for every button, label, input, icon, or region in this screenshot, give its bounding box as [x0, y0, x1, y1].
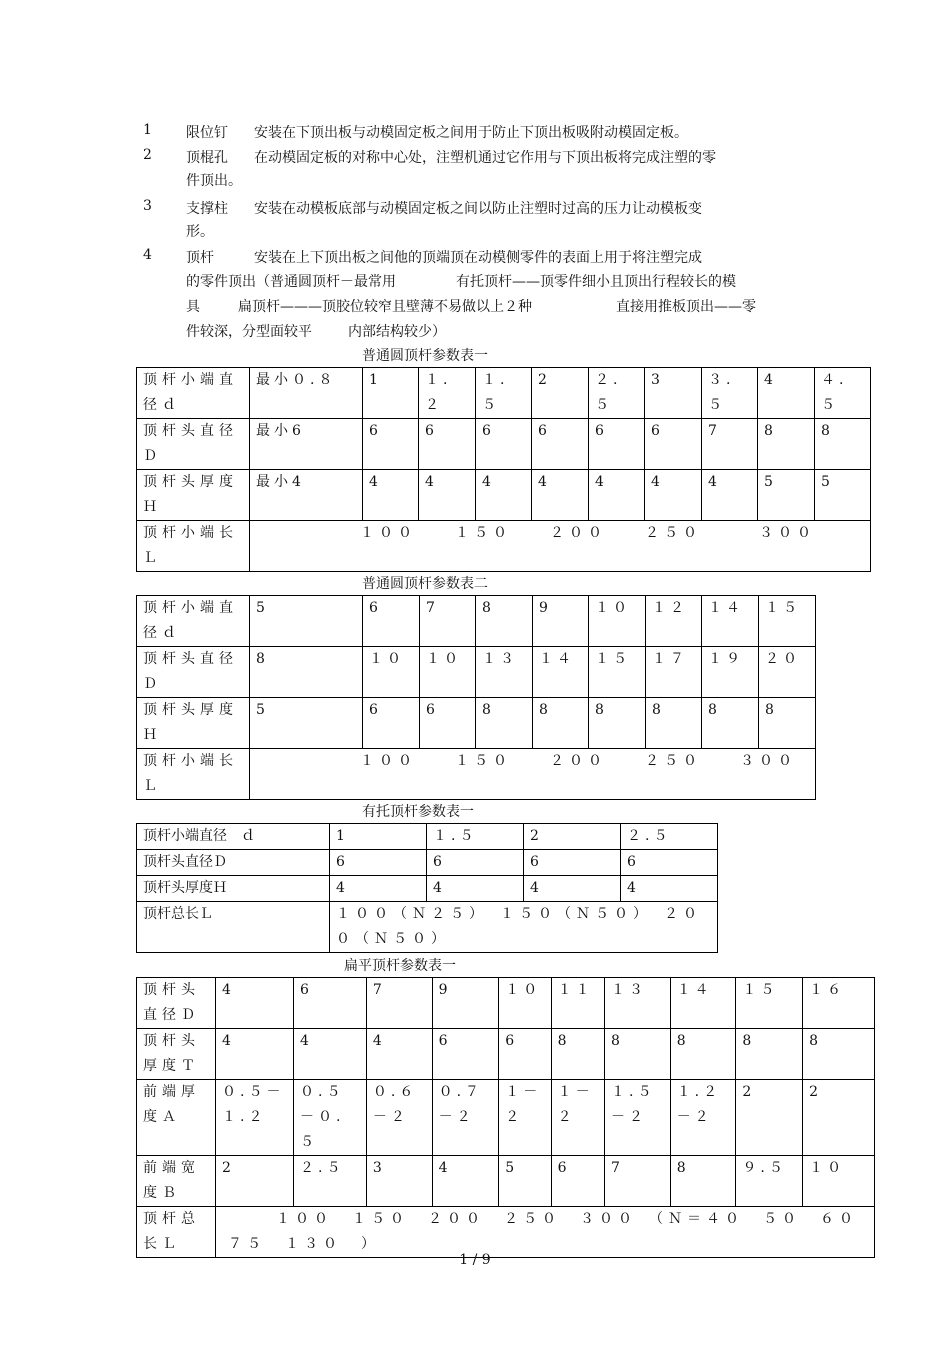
table-cell: １１	[551, 978, 604, 1029]
table-cell: １３	[476, 647, 533, 698]
table-cell: １４	[702, 596, 759, 647]
table-row	[137, 876, 718, 902]
table-cell: １０	[803, 1156, 875, 1207]
table-cell: 4	[363, 470, 419, 521]
table-cell: 1	[330, 824, 427, 850]
table-row	[137, 902, 718, 953]
row-label: 顶杆头直径Ｄ	[137, 978, 216, 1029]
table-cell: １.５－２	[605, 1080, 671, 1156]
item-text: 扁顶杆———顶胶位较窄且壁薄不易做以上２种	[238, 299, 532, 315]
ejector-pin-table-2	[136, 595, 816, 800]
item-line	[186, 122, 688, 142]
table-cell: 8	[759, 698, 816, 749]
table-row	[137, 1156, 875, 1207]
table-cell: 5	[758, 470, 815, 521]
table-cell: １５	[736, 978, 803, 1029]
item-line	[186, 271, 736, 291]
table-cell: 8	[803, 1029, 875, 1080]
table-cell: 8	[670, 1156, 736, 1207]
table-cell: 4	[532, 470, 589, 521]
row-label: 顶杆小端长Ｌ	[137, 749, 250, 800]
table-cell: １４	[670, 978, 736, 1029]
table-cell: 4	[758, 368, 815, 419]
table-row	[137, 978, 875, 1029]
item-line	[186, 296, 756, 316]
item-line	[186, 321, 446, 341]
table-cell: 5	[499, 1156, 551, 1207]
item-text: 安装在动模板底部与动模固定板之间以防止注塑时过高的压力让动模板变	[254, 201, 702, 217]
table-cell: 7	[420, 596, 476, 647]
table-row	[137, 470, 871, 521]
row-label: 顶杆小端长Ｌ	[137, 521, 250, 572]
row-label: 顶杆头厚度Ｈ	[137, 876, 330, 902]
table-cell: 2	[736, 1080, 803, 1156]
table-cell: 2	[216, 1156, 294, 1207]
table-cell: 6	[294, 978, 367, 1029]
table-cell: 4	[294, 1029, 367, 1080]
item-term: 顶杆	[186, 250, 214, 266]
item-text: 内部结构较少）	[348, 324, 446, 340]
item-term: 支撑柱	[186, 201, 228, 217]
row-label: 顶杆头直径Ｄ	[137, 850, 330, 876]
table-cell: １０	[420, 647, 476, 698]
table-cell: 4	[476, 470, 532, 521]
row-label: 前端厚度Ａ	[137, 1080, 216, 1156]
table-cell: １０	[499, 978, 551, 1029]
row-label: 顶杆总长Ｌ	[137, 1207, 216, 1258]
table-cell: 最小4	[250, 470, 363, 521]
table-cell: 最小6	[250, 419, 363, 470]
table-cell: ３.５	[702, 368, 758, 419]
item-text: 具	[186, 299, 200, 315]
table-cell: 6	[645, 419, 702, 470]
table-cell: 3	[366, 1156, 432, 1207]
table-cell: ２.５	[621, 824, 718, 850]
row-label: 前端宽度Ｂ	[137, 1156, 216, 1207]
table-cell: 6	[419, 419, 476, 470]
table-cell: 6	[524, 850, 621, 876]
table-cell: ０.５－１.２	[216, 1080, 294, 1156]
table-cell: 5	[815, 470, 871, 521]
item-term: 顶棍孔	[186, 150, 228, 166]
row-label: 顶杆小端直径 ｄ	[137, 824, 330, 850]
table-row	[137, 1029, 875, 1080]
row-label: 顶杆小端直径ｄ	[137, 368, 250, 419]
table-cell: 8	[646, 698, 702, 749]
table-cell: １.５	[427, 824, 524, 850]
table-cell: ４.５	[815, 368, 871, 419]
table-row	[137, 824, 718, 850]
table-cell: 9	[533, 596, 589, 647]
table-cell: 6	[363, 698, 420, 749]
table-cell: 7	[702, 419, 758, 470]
table-cell: 4	[524, 876, 621, 902]
table-cell: 8	[605, 1029, 671, 1080]
table-cell: 2	[524, 824, 621, 850]
table-cell: ０.５－０.５	[294, 1080, 367, 1156]
item-number: 2	[143, 147, 152, 163]
length-values: １００ １５０ ２００ ２５０ ３００	[250, 521, 871, 572]
table-cell: 6	[432, 1029, 499, 1080]
table-cell: １.２－２	[670, 1080, 736, 1156]
table-cell: 8	[758, 419, 815, 470]
shouldered-pin-table	[136, 823, 718, 953]
item-line	[186, 147, 716, 167]
table-cell: 8	[589, 698, 646, 749]
item-text: 在动模固定板的对称中心处，注塑机通过它作用与下顶出板将完成注塑的零	[254, 150, 716, 166]
table-cell: 6	[532, 419, 589, 470]
table-cell: 8	[476, 698, 533, 749]
table-cell: 4	[589, 470, 645, 521]
table-row	[137, 647, 816, 698]
item-number: 4	[143, 247, 152, 263]
item-term: 限位钉	[186, 125, 228, 141]
table-cell: ０.７－２	[432, 1080, 499, 1156]
ejector-pin-table-1	[136, 367, 871, 572]
table-cell: １０	[589, 596, 646, 647]
row-label: 顶杆头厚度Ｔ	[137, 1029, 216, 1080]
page-indicator: 1 / 9	[459, 1252, 491, 1268]
row-label: 顶杆小端直径ｄ	[137, 596, 250, 647]
table-cell: ２.５	[589, 368, 645, 419]
length-values: １００ １５０ ２００ ２５０ ３００ （Ｎ＝４０ ５０ ６０ ７５ １３０ ）	[216, 1207, 875, 1258]
table-cell: ９.５	[736, 1156, 803, 1207]
item-text: 件较深，分型面较平	[186, 324, 312, 340]
length-values: １００（Ｎ２５） １５０（Ｎ５０） ２００（Ｎ５０）	[330, 902, 718, 953]
table-cell: １６	[803, 978, 875, 1029]
table-row	[137, 596, 816, 647]
table-cell: 6	[420, 698, 476, 749]
table-cell: 4	[427, 876, 524, 902]
table-cell: 1	[363, 368, 419, 419]
table-cell: 6	[621, 850, 718, 876]
table-cell: 8	[670, 1029, 736, 1080]
item-text: 安装在上下顶出板之间他的顶端顶在动模侧零件的表面上用于将注塑完成	[254, 250, 702, 266]
table-cell: 6	[551, 1156, 604, 1207]
row-label: 顶杆头直径Ｄ	[137, 419, 250, 470]
table-cell: 4	[621, 876, 718, 902]
table-cell: 5	[250, 596, 363, 647]
table-cell: 6	[363, 419, 419, 470]
table-cell: 4	[216, 978, 294, 1029]
table-cell: 6	[363, 596, 420, 647]
table-cell: 9	[432, 978, 499, 1029]
row-label: 顶杆头厚度Ｈ	[137, 698, 250, 749]
table-cell: 4	[330, 876, 427, 902]
table-row	[137, 521, 871, 572]
table-cell: 4	[702, 470, 758, 521]
table-row	[137, 1080, 875, 1156]
table-caption: 有托顶杆参数表一	[362, 804, 474, 820]
table-cell: 8	[736, 1029, 803, 1080]
table-cell: １－２	[551, 1080, 604, 1156]
table-cell: 2	[532, 368, 589, 419]
table-cell: ０.６－２	[366, 1080, 432, 1156]
table-cell: 8	[815, 419, 871, 470]
table-cell: 6	[499, 1029, 551, 1080]
table-cell: 6	[589, 419, 645, 470]
table-cell: 6	[476, 419, 532, 470]
table-cell: ２０	[759, 647, 816, 698]
table-cell: １７	[646, 647, 702, 698]
table-cell: 最小０.８	[250, 368, 363, 419]
item-number: 1	[143, 122, 152, 138]
table-cell: １２	[646, 596, 702, 647]
table-cell: 4	[216, 1029, 294, 1080]
table-caption: 普通圆顶杆参数表一	[362, 348, 488, 364]
table-row	[137, 1207, 875, 1258]
table-cell: 4	[419, 470, 476, 521]
item-number: 3	[143, 198, 152, 214]
table-row	[137, 749, 816, 800]
table-row	[137, 419, 871, 470]
table-cell: １５	[589, 647, 646, 698]
table-cell: １９	[702, 647, 759, 698]
item-text: 安装在下顶出板与动模固定板之间用于防止下顶出板吸附动模固定板。	[254, 125, 688, 141]
row-label: 顶杆头直径Ｄ	[137, 647, 250, 698]
table-cell: 7	[366, 978, 432, 1029]
table-cell: 3	[645, 368, 702, 419]
table-cell: １.２	[419, 368, 476, 419]
item-text: 有托顶杆——顶零件细小且顶出行程较长的模	[456, 274, 736, 290]
table-cell: 8	[551, 1029, 604, 1080]
table-row	[137, 850, 718, 876]
table-cell: １４	[533, 647, 589, 698]
item-text: 直接用推板顶出——零	[616, 299, 756, 315]
table-cell: 8	[476, 596, 533, 647]
table-cell: 6	[330, 850, 427, 876]
flat-pin-table	[136, 977, 878, 1258]
table-cell: １５	[759, 596, 816, 647]
item-line	[186, 247, 702, 267]
length-values: １００ １５０ ２００ ２５０ ３００	[250, 749, 816, 800]
table-row	[137, 698, 816, 749]
item-text: 形。	[186, 224, 214, 240]
table-cell: 8	[250, 647, 363, 698]
table-cell: １３	[605, 978, 671, 1029]
table-cell: 4	[432, 1156, 499, 1207]
table-row	[137, 368, 871, 419]
table-cell: 6	[427, 850, 524, 876]
table-cell: 2	[803, 1080, 875, 1156]
item-text: 件顶出。	[186, 173, 242, 189]
item-line	[186, 198, 702, 218]
table-cell: 8	[702, 698, 759, 749]
table-cell: 5	[250, 698, 363, 749]
table-cell: ２.５	[294, 1156, 367, 1207]
table-cell: 8	[533, 698, 589, 749]
table-cell: １－２	[499, 1080, 551, 1156]
table-caption: 普通圆顶杆参数表二	[362, 576, 488, 592]
row-label: 顶杆总长Ｌ	[137, 902, 330, 953]
table-cell: 4	[366, 1029, 432, 1080]
item-text: 的零件顶出（普通圆顶杆－最常用	[186, 274, 396, 290]
table-cell: 7	[605, 1156, 671, 1207]
table-cell: １０	[363, 647, 420, 698]
table-cell: 4	[645, 470, 702, 521]
row-label: 顶杆头厚度Ｈ	[137, 470, 250, 521]
table-cell: １.５	[476, 368, 532, 419]
table-caption: 扁平顶杆参数表一	[344, 958, 456, 974]
